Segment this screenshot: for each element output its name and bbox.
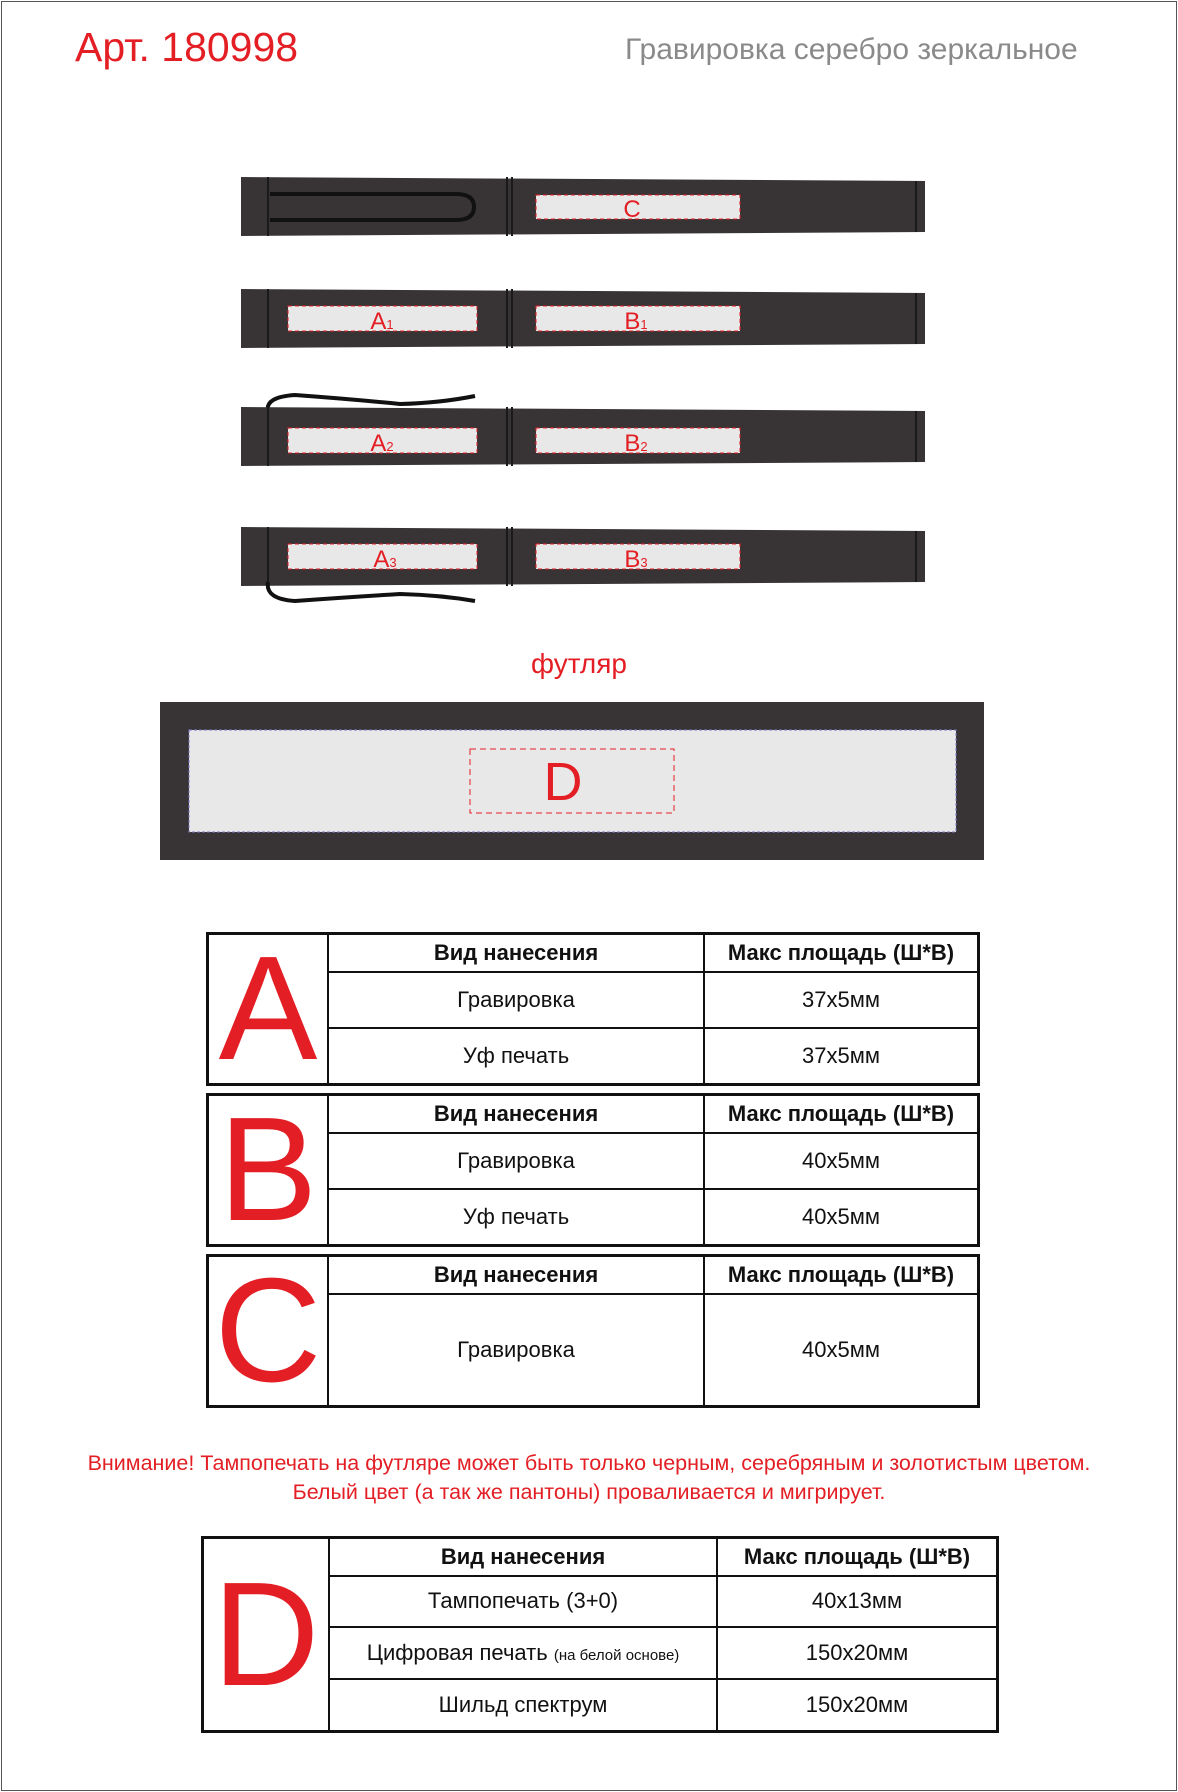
cell-size: 37х5мм bbox=[704, 1028, 979, 1085]
zone-letter: A bbox=[208, 934, 329, 1085]
cell-size: 37х5мм bbox=[704, 972, 979, 1028]
pen-side-view-3 bbox=[241, 527, 925, 601]
application-method-title: Гравировка серебро зеркальное bbox=[625, 33, 1078, 66]
cell-size: 40х5мм bbox=[704, 1189, 979, 1246]
zone-b1-label: B1 bbox=[624, 308, 648, 335]
column-header-size: Макс площадь (Ш*В) bbox=[704, 934, 979, 972]
cell-size: 150х20мм bbox=[717, 1679, 998, 1732]
table-zone-a bbox=[206, 926, 980, 1091]
pen-top-view bbox=[241, 177, 925, 236]
zone-a3-label: A3 bbox=[373, 546, 397, 573]
column-header-method: Вид нанесения bbox=[328, 1095, 704, 1133]
case-label: футляр bbox=[530, 648, 627, 679]
method-name: Цифровая печать bbox=[366, 1640, 548, 1665]
warning-line-1: Внимание! Тампопечать на футляре может быть только черным, серебряным и золотистым цветом. bbox=[87, 1451, 1091, 1475]
pad-print-warning bbox=[0, 1449, 1178, 1507]
cell-method: Гравировка bbox=[328, 972, 704, 1028]
warning-line-2: Белый цвет (а так же пантоны) проваливается и мигрирует. bbox=[292, 1480, 886, 1504]
column-header-size: Макс площадь (Ш*В) bbox=[704, 1095, 979, 1133]
cell-size: 40х13мм bbox=[717, 1576, 998, 1628]
table-zone-c bbox=[206, 1248, 980, 1413]
column-header-method: Вид нанесения bbox=[328, 934, 704, 972]
cell-method: Гравировка bbox=[328, 1133, 704, 1189]
cell-method bbox=[329, 1627, 717, 1679]
column-header-method: Вид нанесения bbox=[329, 1538, 717, 1576]
zone-b2-label: B2 bbox=[624, 430, 648, 457]
column-header-method: Вид нанесения bbox=[328, 1256, 704, 1294]
cell-method: Уф печать bbox=[328, 1028, 704, 1085]
zone-c-label: C bbox=[623, 196, 641, 223]
zone-b3-label: B3 bbox=[624, 546, 648, 573]
zone-letter: C bbox=[208, 1256, 329, 1407]
table-zone-b bbox=[206, 1087, 980, 1252]
cell-size: 40х5мм bbox=[704, 1133, 979, 1189]
method-note: (на белой основе) bbox=[553, 1647, 680, 1664]
pen-side-view-2 bbox=[241, 395, 925, 466]
table-zone-d bbox=[201, 1536, 999, 1733]
zone-letter: D bbox=[203, 1538, 330, 1732]
zone-d-label: D bbox=[543, 752, 583, 812]
cell-size: 150х20мм bbox=[717, 1627, 998, 1679]
column-header-size: Макс площадь (Ш*В) bbox=[704, 1256, 979, 1294]
zone-a2-label: A2 bbox=[370, 430, 394, 457]
zone-a1-label: A1 bbox=[370, 308, 394, 335]
cell-method: Шильд спектрум bbox=[329, 1679, 717, 1732]
zone-letter: B bbox=[208, 1095, 329, 1246]
column-header-size: Макс площадь (Ш*В) bbox=[717, 1538, 998, 1576]
cell-size: 40х5мм bbox=[704, 1294, 979, 1407]
cell-method: Гравировка bbox=[328, 1294, 704, 1407]
article-number: Арт. 180998 bbox=[75, 24, 299, 70]
cell-method: Уф печать bbox=[328, 1189, 704, 1246]
cell-method: Тампопечать (3+0) bbox=[329, 1576, 717, 1628]
pen-side-view-1 bbox=[241, 289, 925, 348]
case-diagram bbox=[160, 702, 984, 860]
